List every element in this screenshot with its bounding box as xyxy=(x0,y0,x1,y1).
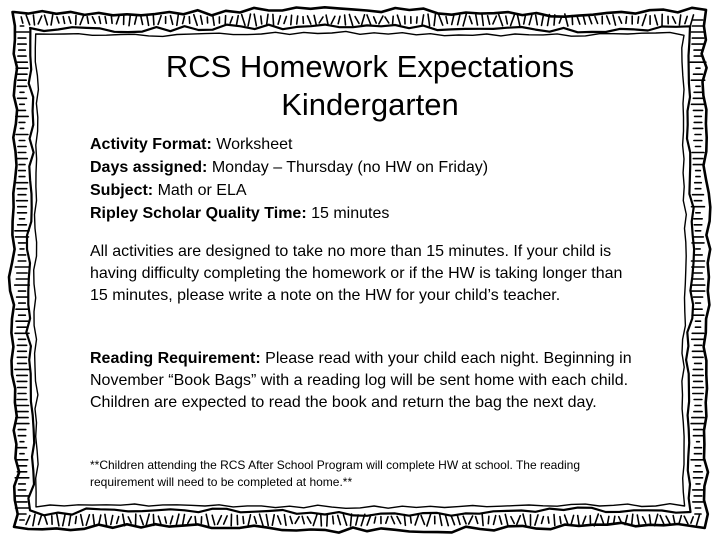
field-activity-format xyxy=(90,133,650,156)
field-days-assigned xyxy=(90,156,650,179)
activities-paragraph: All activities are designed to take no more than 15 minutes. If your child is having difficulty completing the homework or if the HW is taking longer than 15 minutes, please write a note on the HW for your child’s teacher. xyxy=(90,243,623,304)
field-value: Math or ELA xyxy=(157,182,247,199)
reading-requirement-label: Reading Requirement: xyxy=(90,350,261,367)
field-subject xyxy=(90,179,650,202)
slide-subtitle: Kindergarten xyxy=(281,87,459,122)
field-label: Ripley Scholar Quality Time: xyxy=(90,205,307,222)
field-value: 15 minutes xyxy=(311,205,390,222)
field-label: Subject: xyxy=(90,182,154,199)
field-quality-time xyxy=(90,202,650,225)
field-value: Worksheet xyxy=(216,136,293,153)
field-label: Days assigned: xyxy=(90,159,208,176)
field-label: Activity Format: xyxy=(90,136,212,153)
after-school-footnote: **Children attending the RCS After School Program will complete HW at school. The reading requirement will need to be completed at home.** xyxy=(90,458,581,489)
expectations-list xyxy=(90,133,650,225)
field-value: Monday – Thursday (no HW on Friday) xyxy=(211,159,489,176)
reading-requirement-paragraph xyxy=(90,348,635,414)
slide-title: RCS Homework Expectations xyxy=(165,49,575,84)
reading-requirement-text: Please read with your child each night. Beginning in November “Book Bags” with a reading log will be sent home with each child. Children are expected to read the book and return the bag the next day. xyxy=(90,350,632,411)
